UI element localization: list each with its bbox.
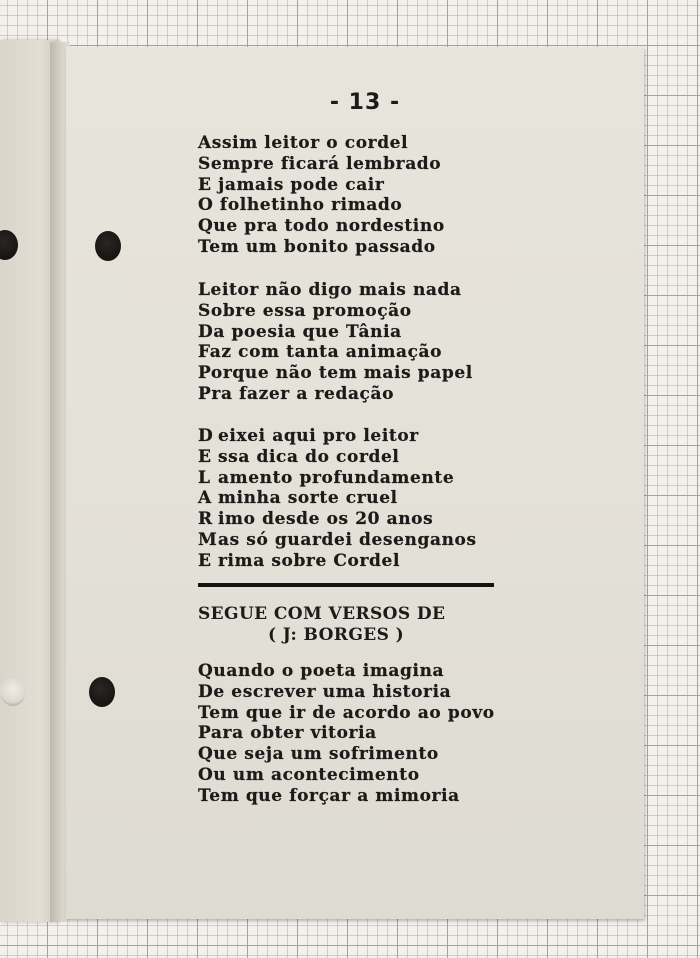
verse-line: R imo desde os 20 anos [198, 509, 434, 530]
stanza-1 [198, 133, 445, 258]
page-number: - 13 - [329, 90, 401, 115]
punch-hole [95, 231, 121, 261]
verse-line: Leitor não digo mais nada [198, 280, 462, 300]
acrostic-letter: E [198, 446, 212, 467]
acrostic-letter: M [198, 529, 218, 550]
verse-line: Pra fazer a redação [198, 383, 395, 404]
acrostic-letter: R [198, 509, 213, 530]
stanza-2 [198, 280, 473, 405]
verse-line: Sobre essa promoção [198, 300, 412, 321]
section-divider [198, 583, 494, 587]
acrostic-letter: E [198, 550, 212, 571]
stanza-3-acrostic [198, 426, 477, 572]
verse-line: E rima sobre Cordel [198, 550, 401, 571]
acrostic-letter: D [198, 426, 214, 446]
verse-line: Quando o poeta imagina [198, 661, 445, 681]
verse-line: E ssa dica do cordel [198, 446, 400, 467]
verse-line: Tem que ir de acordo ao povo [198, 702, 495, 723]
verse-line: E jamais pode cair [198, 174, 385, 195]
verse-line: Sempre ficará lembrado [198, 153, 442, 174]
acrostic-letter: A [198, 488, 212, 509]
verse-line: Faz com tanta animação [198, 342, 443, 363]
punch-hole [89, 677, 115, 707]
verse-line: D eixei aqui pro leitor [198, 426, 419, 446]
section-title: SEGUE COM VERSOS DE [198, 604, 446, 624]
verse-line: Da poesia que Tânia [198, 321, 402, 342]
verse-line: Tem um bonito passado [198, 236, 436, 257]
verse-line: Ou um acontecimento [198, 764, 420, 785]
acrostic-letter: L [198, 467, 211, 488]
verse-line: Porque não tem mais papel [198, 363, 473, 384]
verse-line: Que pra todo nordestino [198, 216, 445, 237]
verse-line: Para obter vitoria [198, 723, 377, 744]
verse-line: O folhetinho rimado [198, 195, 403, 216]
section-author: ( J: BORGES ) [268, 625, 405, 645]
verse-line: Que seja um sofrimento [198, 744, 439, 765]
verse-line: L amento profundamente [198, 467, 455, 488]
punch-hole [0, 676, 26, 706]
verse-line: Tem que forçar a mimoria [198, 785, 460, 806]
stanza-4 [198, 661, 495, 807]
verse-line: Assim leitor o cordel [198, 133, 409, 153]
verse-line: A minha sorte cruel [198, 488, 398, 509]
verse-line: De escrever uma historia [198, 681, 452, 702]
verse-line: Mas só guardei desenganos [198, 529, 477, 550]
